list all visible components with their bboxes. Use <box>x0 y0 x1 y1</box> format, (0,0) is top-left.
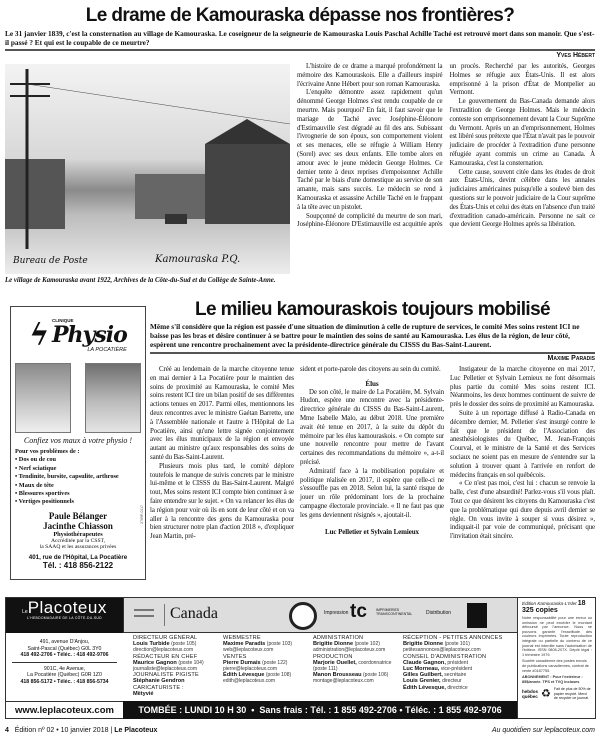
physio-photo <box>15 363 71 433</box>
staff-entry: VENTES Pierre Dumais (poste 122) pierre@leplacoteux.com <box>223 653 288 673</box>
address-line: Saint-Pascal (Québec) G0L 3Y0 <box>27 645 102 652</box>
paragraph: De son côté, le maire de La Pocatière, M. Sylvain Hudon, espère une rencontre avec la présidente-directrice générale du CISSS du Bas-Saint-Laurent, Mme Isabelle Malo, au début 2018. Une première avait été tenue en 2017, à la suite du dépôt du mémoire par les élus kamouraskois. « On compte sur une nouvelle rencontre pour mettre de l'avant certaines des recommandations du mémoire », a-t-il précisé. <box>300 388 444 466</box>
logo-place: LA POCATIÈRE <box>87 347 127 353</box>
paragraph: Admiratif face à la mobilisation populaire et politique réalisée en 2017, il espère que celle-ci ne s'essouffle pas en 2018. Selon lui, la santé risque de jouer un rôle prédominant lors de la prochaine campagne électorale provinciale. « Il ne faut pas que les gens deviennent résignés », ajoutait-il. <box>300 467 444 519</box>
tc-logo: tc <box>350 601 367 622</box>
staff-entry: RÉDACTEUR EN CHEF Maurice Gagnon (poste 104) journaliste@leplacoteux.com <box>133 653 204 673</box>
article2-deck: Même s'il considère que la région est passée d'une situation de diminution à celle de rupture de services, le comité Mes soins restent ICI ne baisse pas les bras et désire continuer à se battre pour le maintien des soins de santé au Kamouraska. Les élus de la région, de leur côté, espèrent une rencontre prochainement avec la présidente-directrice générale du CISSS du Bas-Saint-Laurent. <box>150 322 580 349</box>
staff-entry: ADMINISTRATION Brigitte Dionne (poste 102) administration@leplacoteux.com <box>313 635 386 654</box>
paragraph: Le gouvernement du Bas-Canada demande alors l'extradition de George Holmes. Mais le médecin conteste son emprisonnement devant la Cour Suprême du Vermont. Après un an d'emprisonnement, Holmes est libéré sous prétexte que l'État n'avait pas le pouvoir judiciaire de procéder à l'extradition d'une personne réfugiée ayant commis un crime au Canada. À Kamouraska, c'est la consternation. <box>449 98 595 167</box>
address-line: 418 492-2706 • Téléc. : 418 492-9706 <box>20 652 109 659</box>
ad-list-title: Pour vos problèmes de : <box>15 448 80 455</box>
ad-list-item: • Maux de tête <box>15 481 54 489</box>
village-photo <box>5 64 290 274</box>
page-footer <box>5 727 157 734</box>
distribution-logo <box>467 603 487 628</box>
staff-entry: Louis Grenier, directeur <box>403 678 462 685</box>
address-line: La Pocatière (Québec) G0R 1Z0 <box>27 672 102 679</box>
paragraph: Instigateur de la marche citoyenne en mai 2017, Luc Pelletier et Sylvain Lemieux ne font désormais plus partie du comité Mes soins restent ICI. Néanmoins, les deux hommes continuent de suivre de près le dossier des soins de proximité au Kamouraska. <box>450 366 595 409</box>
address-line: 491, avenue D'Anjou, <box>39 639 90 645</box>
article1-deck: Le 31 janvier 1839, c'est la consternation au village de Kamouraska. Le coseigneur de la seigneurie de Kamouraska Louis Paschal Achille Taché est retrouvé mort dans son manoir. Que s'est-il passé ? Et qui est le coupable de ce meurtre? <box>5 29 595 47</box>
staff-entry: CARICATURISTE : Mëtyvié <box>133 684 184 697</box>
footer-site[interactable]: Au quotidien sur leplacoteux.com <box>491 727 595 734</box>
seal-icon <box>289 602 317 630</box>
signature: Luc Pelletier et Sylvain Lemieux <box>325 527 419 536</box>
article1-body <box>297 63 595 230</box>
impression-label: Impression <box>324 610 349 616</box>
article2-column-1 <box>150 366 294 542</box>
ad-role: Physiothérapeutes <box>53 530 103 538</box>
physio-logo <box>15 311 141 361</box>
staff-entry: Édith Lévesque (poste 108) edith@leplacoteux.com <box>223 672 292 685</box>
ad-code: 2769P-0117 <box>140 505 144 524</box>
staff-entry: DIRECTEUR GÉNÉRAL Louis Turbide (poste 105) direction@leplacoteux.com <box>133 635 198 654</box>
address-line: 418 856-5172 • Téléc. : 418 856-5734 <box>20 678 109 685</box>
photo-caption: Le village de Kamouraska avant 1922, Archives de la Côte-du-Sud et du Collège de Sainte-Anne. <box>5 277 276 284</box>
edition-info: Édition Kamouraska-L'Islet 18 325 copies Notre responsabilité pour une erreur ou omission ne peut excéder le montant déboursé par l'annonce. Nous ne pouvons garantir l'exactitude des couleurs imprimées. Toute reproduction intégrale ou partielle du contenu de ce journal est interdite sans l'autorisation de l'éditeur. ISSN 0808-207X. Dépôt légal : 1 trimestre 1979. Société canadienne des postes envois de publications canadiennes, contrat de vente #0187755. ABONNEMENT : Pour l'extérieur : 85$/année. TPS et TVQ incluses hebdos québec ♻ Fait de plus de 50% de papier recyclé. Merci de recycler ce journal. <box>517 598 596 719</box>
ad-address: 401, rue de l'Hôpital, La Pocatière <box>28 553 128 561</box>
paragraph: Créé au lendemain de la marche citoyenne tenue en mai dernier à La Pocatière pour le maintien des soins de proximité au Kamouraska, le comité Mes soins restent ICI tire un bilan positif de ses différentes actions tenues en 2017. Parmi elles, mentionnons les deux rencontres avec le ministre Gaétan Barrette, une à l'Assemblée nationale et l'autre à l'Hôpital de La Pocatière, ainsi qu'une lettre signée conjointement avec les élus municipaux de la région et envoyée autant au ministre qu'aux responsables des soins de santé du Bas-Saint-Laurent. <box>150 366 294 461</box>
staff-entry: PRODUCTION Marjorie Ouellet, coordonnatrice (poste 111) <box>313 653 392 673</box>
paragraph: sident et porte-parole des citoyens au sein du comité. <box>300 366 441 373</box>
divider <box>5 49 595 51</box>
staff-entry: WEBMESTRE Maxime Paradis (poste 103) web@leplacoteux.com <box>223 635 293 654</box>
ad-tagline: Confiez vos maux à votre physio ! <box>23 436 133 445</box>
hebdos-logo: hebdos québec <box>522 688 539 699</box>
staff-entry: Édith Lévesque, directrice <box>403 684 468 691</box>
page-number: 4 <box>5 727 9 734</box>
logo-physio: Physio <box>52 322 127 348</box>
ad-list-item: • Blessures sportives <box>15 490 70 498</box>
article2-column-2 <box>300 366 444 536</box>
logo-clinique: CLINIQUE <box>52 318 74 323</box>
divider <box>150 352 595 354</box>
website-link[interactable]: www.leplacoteux.com <box>6 701 123 719</box>
ad-accreditation: la SAAQ et les assurances privées <box>39 544 117 551</box>
address-line: 901C, 4e Avenue, <box>43 665 86 672</box>
runner-icon: ϟ <box>29 318 50 353</box>
ad-name: Paule Bélanger <box>48 510 108 521</box>
paragraph: L'histoire de ce drame a marqué profondément la mémoire des Kamouraskois. Elle a d'ailleurs inspiré l'écrivaine Anne Hébert pour son roman Kamouraska. <box>297 63 443 88</box>
photo-handwriting: Bureau de Poste <box>13 256 88 266</box>
ad-list-item: • Nerf sciatique <box>15 464 57 472</box>
funding-logo <box>134 609 154 617</box>
paragraph: Cette cause, souvent citée dans les études de droit aux États-Unis, devint célèbre dans les annales judiciaires américaines puisqu'elle a soulevé bien des questions sur le pouvoir judiciaire de la Cour suprême des États-Unis et celui des états en l'absence d'un traité d'extradition canado-américain. Personne ne sait ce que devient George Holmes après sa libération. <box>449 168 595 229</box>
staff-entry: JOURNALISTE PIGISTE Stéphanie Gendron <box>133 672 199 685</box>
ad-list-item: • Dos ou de cou <box>15 456 57 464</box>
article2-title: Le milieu kamouraskois toujours mobilisé <box>194 299 551 320</box>
ad-list-item: • Vertiges positionnels <box>15 498 74 506</box>
paragraph: « Ce n'est pas moi, c'est lui : chacun se renvoie la balle, c'est d'une absurdité! Parlez-vous s'il vous plaît. Tout ce que désirent les citoyens du Kamouraska c'est que la problématique qui dure depuis avril dernier se règle. On vous invite à souper si vous désirez », indiquait-il par voie de communiqué, précisant que l'invitation était sincère. <box>450 480 595 541</box>
photo-handwriting: Kamouraska P.Q. <box>155 254 241 265</box>
paragraph: Suite à un reportage diffusé à Radio-Canada en décembre dernier, M. Pelletier s'est insurgé contre le fait que le président de l'Association des anesthésiologistes du Québec, M. Jean-François Courval, et le ministre de la Santé et des Services sociaux ne soient pas en mesure de s'entendre sur la solution à trouver quant à l'arrivée en renfort de médecins français en sol québécois. <box>450 409 595 479</box>
subhead: Élus <box>365 379 379 388</box>
staff-entry: CONSEIL D'ADMINISTRATION Claude Gagnon, président <box>403 653 487 666</box>
placoteux-logo: LePlacoteux L'HEBDOMADAIRE DE LA CÔTE-DU-SUD <box>6 598 123 633</box>
ad-list-item: • Tendinite, bursite, capsulite, arthrose <box>15 473 119 481</box>
staff-entry: Luc Morneau, vice-président <box>403 666 473 673</box>
article2-column-3 <box>450 366 595 542</box>
paragraph: Soupçonné de complicité du meurtre de son mari, Joséphine-Éléonore D'Estimauville est acquittée après un procès. Recherché par les autorités, Georges Holmes se réfugie aux États-Unis. Il est alors emprisonné à la prison d'État de Montpelier au Vermont. <box>297 63 595 229</box>
article1-title: Le drame de Kamouraska dépasse nos frontières? <box>85 5 515 26</box>
recycle-icon: ♻ <box>541 688 551 701</box>
deadline-bar: TOMBÉE : LUNDI 10 H 30 • Sans frais : Tél. : 1 855 492-2706 • Téléc. : 1 855 492-9706 <box>123 701 517 719</box>
paragraph: L'enquête démontre assez rapidement qu'un dénommé George Holmes s'est rendu coupable de ce meurtre. Mais pourquoi? En fait, il faut savoir que le mariage de Taché avec Joséphine-Éléonore d'Estimauville s'est dégradé au fil des ans. Subissant l'ivrognerie de son époux, son comportement violent et ses menaces, elle se réfugie à William Henry (Sorel) avec ses deux enfants. Elle tombe alors en amour avec le jeune médecin George Holmes. Ce dernier tente à deux reprises d'empoisonner Achille Taché par le biais d'une domestique au service de son amante, mais sans succès. Le médecin se rend à Kamouraska et assassine Achille Taché en le frappant à la tête avec un pistolet. <box>297 89 443 211</box>
staff-entry: Manon Brousseau (poste 106) montage@leplacoteux.com <box>313 672 389 685</box>
article2-byline: Maxime Paradis <box>547 355 595 362</box>
ad-name: Jacinthe Chiasson <box>43 520 113 531</box>
masthead <box>5 597 596 719</box>
ad-accreditation: Accréditée par la CSST, <box>51 537 105 544</box>
village-illustration <box>5 64 290 274</box>
ad-phone: Tél. : 418 856-2122 <box>42 560 114 570</box>
staff-entry: RÉCEPTION - PETITES ANNONCES Brigitte Dionne (poste 101) petitesannonces@leplacoteux.com <box>403 635 503 654</box>
edition-line: Édition nº 02 • 10 janvier 2018 | <box>14 727 113 734</box>
paragraph: Plusieurs mois plus tard, le comité déplore toutefois le manque de suivis concrets par le ministre lui-même et le CISSS du Bas-Saint-Laurent. Malgré tout, Mes soins restent ICI compte bien continuer à se faire entendre sur le sujet. « On va relancer les élus de la région pour voir où ils en sont de leur côté et on va aller à la rencontre des gens du Kamouraska pour bien structurer notre plan d'action 2018 », d'expliquer Jean Martin, pré- <box>150 462 294 541</box>
physio-photo <box>85 363 141 433</box>
physio-ad[interactable] <box>10 306 146 580</box>
staff-entry: Gilles Guilbert, secrétaire <box>403 672 467 679</box>
footer-logo: Le Placoteux <box>114 727 158 734</box>
staff-directory <box>133 635 513 700</box>
article1-byline: Yves Hébert <box>556 52 595 59</box>
partners-band: Canada Impression tc IMPRIMERIES TRANSCONTINENTAL Distribution <box>123 598 517 633</box>
canada-wordmark: Canada <box>170 605 218 622</box>
